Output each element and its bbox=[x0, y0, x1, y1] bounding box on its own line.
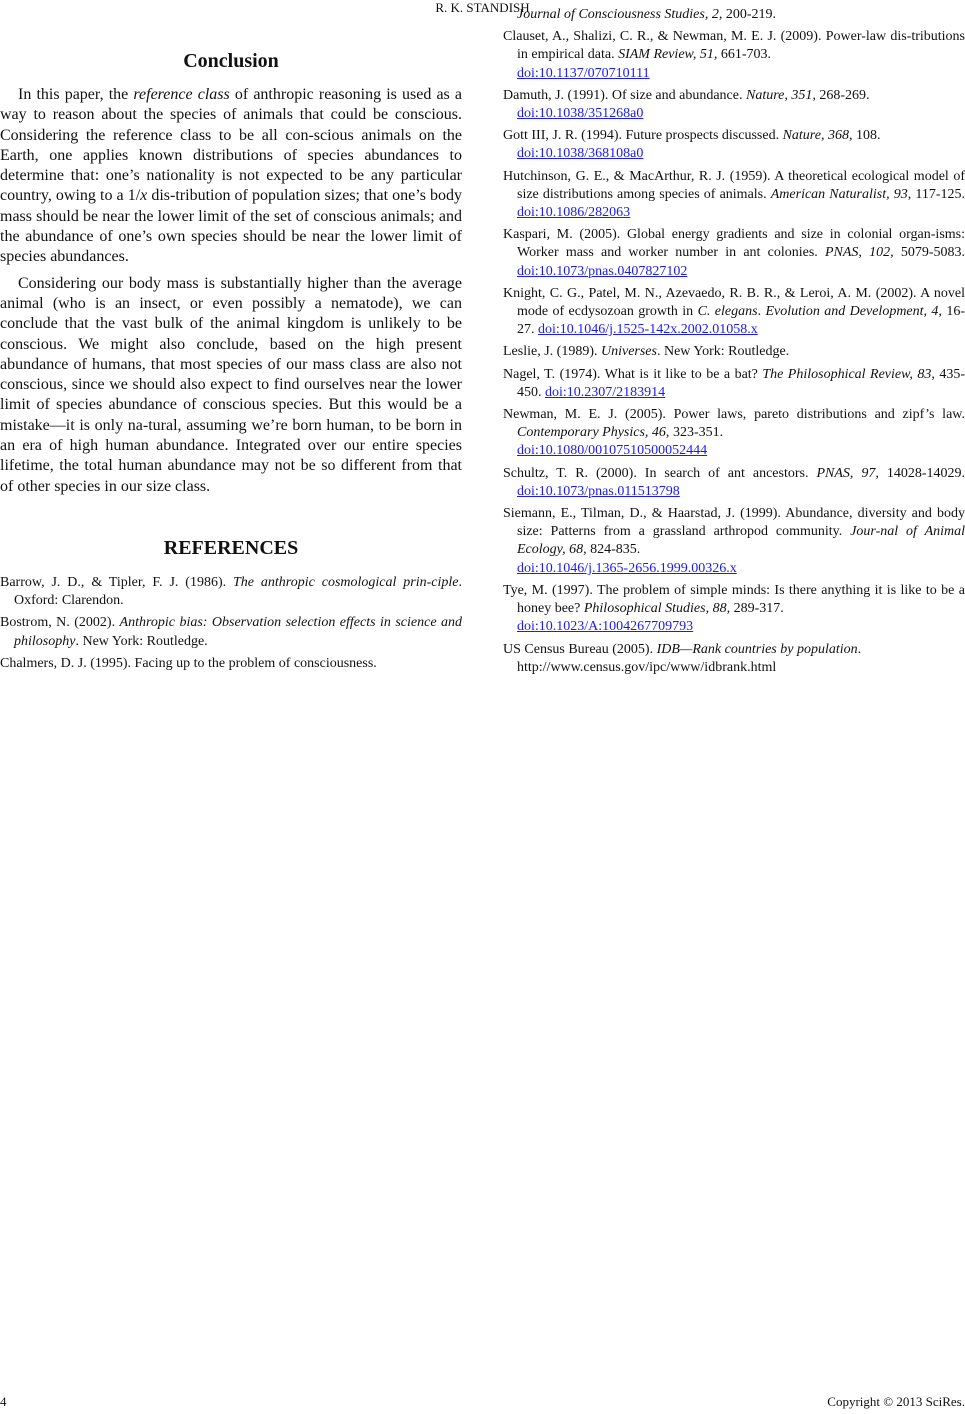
ref-journal: Evolution and Development, 4, bbox=[765, 304, 942, 320]
ref-title: Universes bbox=[600, 344, 657, 360]
doi-link[interactable]: doi:10.1046/j.1525-142x.2002.01058.x bbox=[538, 322, 758, 338]
doi-link[interactable]: doi:10.1073/pnas.011513798 bbox=[517, 483, 680, 499]
text: Tye, M. (1997). The problem of simple minds: Is there anything it is like to be a honey bee? bbox=[503, 582, 965, 617]
reference-leslie bbox=[503, 343, 965, 361]
reference-chalmers: Chalmers, D. J. (1995). Facing up to the problem of consciousness. bbox=[0, 655, 377, 671]
reference-tye bbox=[503, 582, 965, 637]
text: Kaspari, M. (2005). Global energy gradients and size in colonial organ-isms: Worker mass and worker number in ant colonies. bbox=[503, 227, 965, 261]
reference-siemann bbox=[503, 505, 965, 578]
ref-journal: PNAS, 97, bbox=[816, 465, 879, 481]
text: Leslie, J. (1989). bbox=[503, 344, 601, 360]
doi-link[interactable]: doi:10.1080/00107510500052444 bbox=[517, 443, 708, 459]
text: Knight, C. G., Patel, M. N., Azevaedo, R. B. R., & Leroi, A. M. (2002). A novel mode of ecdysozoan growth in bbox=[503, 285, 965, 320]
ref-journal: Nature, 351, bbox=[745, 87, 816, 103]
text: Damuth, J. (1991). Of size and abundance. bbox=[503, 87, 746, 103]
running-head: R. K. STANDISH bbox=[435, 0, 530, 15]
text: of anthropic reasoning is used as a way to reason about the species of animals that could be conscious. Considering the reference class to be all con-scious animals on the Earth, one applies known distributions of species abundances to determine that: one’s nationality is not expected to be any particular country, owing to a 1/ bbox=[0, 86, 462, 205]
ref-journal: Jour-nal of Animal Ecology, 68, bbox=[517, 524, 965, 558]
ref-journal: Contemporary Physics, 46, bbox=[517, 425, 670, 441]
ref-title: IDB—Rank countries by population bbox=[656, 641, 858, 657]
doi-link[interactable]: doi:10.1038/368108a0 bbox=[517, 146, 644, 162]
text: 268-269. bbox=[815, 87, 870, 103]
text: . New York: Routledge. bbox=[656, 344, 790, 360]
text: 108. bbox=[852, 128, 881, 144]
reference-kaspari bbox=[503, 226, 965, 281]
reference-nagel bbox=[503, 366, 965, 402]
left-column bbox=[0, 50, 462, 677]
text: 435-450. bbox=[517, 366, 965, 400]
reference-knight bbox=[503, 285, 965, 340]
doi-link[interactable]: doi:10.2307/2183914 bbox=[545, 384, 666, 400]
reference-hutchinson bbox=[503, 168, 965, 223]
doi-link[interactable]: doi:10.1137/070710111 bbox=[517, 65, 650, 81]
text: Nagel, T. (1974). What is it like to be a bat? bbox=[503, 366, 763, 382]
reference-damuth bbox=[503, 87, 965, 123]
reference-chalmers-continued bbox=[503, 6, 965, 24]
reference-gott bbox=[503, 127, 965, 163]
doi-link[interactable]: doi:10.1023/A:1004267709793 bbox=[517, 619, 694, 635]
text: Hutchinson, G. E., & MacArthur, R. J. (1959). A theoretical ecological model of size distributions among species of animals. bbox=[503, 168, 965, 202]
ref-journal: Nature, 368, bbox=[782, 128, 853, 144]
reference-bostrom bbox=[0, 614, 462, 650]
text: Schultz, T. R. (2000). In search of ant ancestors. bbox=[503, 465, 817, 481]
ref-journal: SIAM Review, 51, bbox=[618, 47, 718, 63]
copyright: Copyright © 2013 SciRes. bbox=[827, 1394, 965, 1409]
reference-clauset bbox=[503, 28, 965, 83]
ref-title: Anthropic bias: Observation selection effects in science and philosophy bbox=[14, 615, 462, 649]
text: Bostrom, N. (2002). bbox=[0, 615, 120, 631]
text: US Census Bureau (2005). bbox=[503, 641, 657, 657]
text: Barrow, J. D., & Tipler, F. J. (1986). bbox=[0, 574, 234, 590]
text: 289-317. bbox=[730, 601, 784, 617]
text: 117-125. bbox=[911, 186, 965, 202]
reference-barrow bbox=[0, 574, 462, 610]
conclusion-paragraph-1 bbox=[0, 85, 462, 268]
text: . New York: Routledge. bbox=[75, 633, 208, 649]
text: . Oxford: Clarendon. bbox=[14, 574, 462, 609]
ref-journal: PNAS, 102, bbox=[824, 245, 894, 261]
text: 824-835. bbox=[586, 542, 641, 558]
species-name: C. elegans bbox=[697, 304, 758, 320]
conclusion-heading: Conclusion bbox=[183, 50, 279, 72]
text: . bbox=[857, 641, 862, 657]
ref-journal: The Philosophical Review, 83, bbox=[762, 366, 935, 382]
conclusion-paragraph-2: Considering our body mass is substantially higher than the average animal (who is an insect, or even possibly a nematode), we can conclude that the vast bulk of the animal kingdom is unlikely to be conscious. We might also conclude, based on the high present abundance of humans, that most species of our mass class are also not conscious, since we should also expect to find ourselves near the lower limit of species abundance of conscious species. But this would be a mistake—it is only na-tural, assuming we’re born human, to be born in an era of high human abundance. Integrated over our entire species lifetime, the total human abundance may not be so different from that of other species in our size class. bbox=[0, 274, 462, 495]
emphasis: x bbox=[140, 187, 148, 205]
references-heading: REFERENCES bbox=[163, 536, 299, 559]
right-column bbox=[503, 6, 965, 681]
ref-title: The anthropic cosmological prin-ciple bbox=[233, 574, 459, 590]
reference-census bbox=[503, 641, 965, 677]
doi-link[interactable]: doi:10.1073/pnas.0407827102 bbox=[517, 263, 688, 279]
text: 14028-14029. bbox=[878, 465, 965, 481]
text: 200-219. bbox=[722, 7, 777, 22]
doi-link[interactable]: doi:10.1038/351268a0 bbox=[517, 106, 644, 122]
text: 5079-5083. bbox=[893, 245, 965, 261]
text: 661-703. bbox=[717, 47, 772, 63]
text: Clauset, A., Shalizi, C. R., & Newman, M. E. J. (2009). Power-law dis-tributions in empirical data. bbox=[503, 29, 965, 63]
text: In this paper, the bbox=[18, 86, 134, 103]
emphasis: reference class bbox=[133, 86, 230, 103]
text: dis-tribution of population sizes; that one’s body mass should be near the lower limit of the set of conscious animals; and the abundance of one’s own species should be near the lower limit of species abundances. bbox=[0, 187, 463, 266]
text: Siemann, E., Tilman, D., & Haarstad, J. (1999). Abundance, diversity and body size: Patterns from a grassland arthropod community. bbox=[503, 506, 965, 540]
url-text: http://www.census.gov/ipc/www/idbrank.html bbox=[517, 659, 777, 675]
ref-journal: American Naturalist, 93, bbox=[770, 186, 912, 202]
text: 16-27. bbox=[517, 304, 965, 338]
text: . bbox=[757, 304, 766, 320]
page-number: 4 bbox=[0, 1394, 7, 1409]
text: Newman, M. E. J. (2005). Power laws, pareto distributions and zipf’s law. bbox=[503, 407, 965, 423]
reference-schultz bbox=[503, 465, 965, 501]
doi-link[interactable]: doi:10.1086/282063 bbox=[517, 205, 631, 221]
ref-journal: Philosophical Studies, 88, bbox=[583, 601, 731, 617]
text: 323-351. bbox=[669, 425, 724, 441]
reference-newman bbox=[503, 406, 965, 461]
text: Gott III, J. R. (1994). Future prospects discussed. bbox=[503, 128, 783, 144]
ref-journal: Journal of Consciousness Studies, 2, bbox=[517, 7, 723, 22]
doi-link[interactable]: doi:10.1046/j.1365-2656.1999.00326.x bbox=[517, 560, 737, 576]
